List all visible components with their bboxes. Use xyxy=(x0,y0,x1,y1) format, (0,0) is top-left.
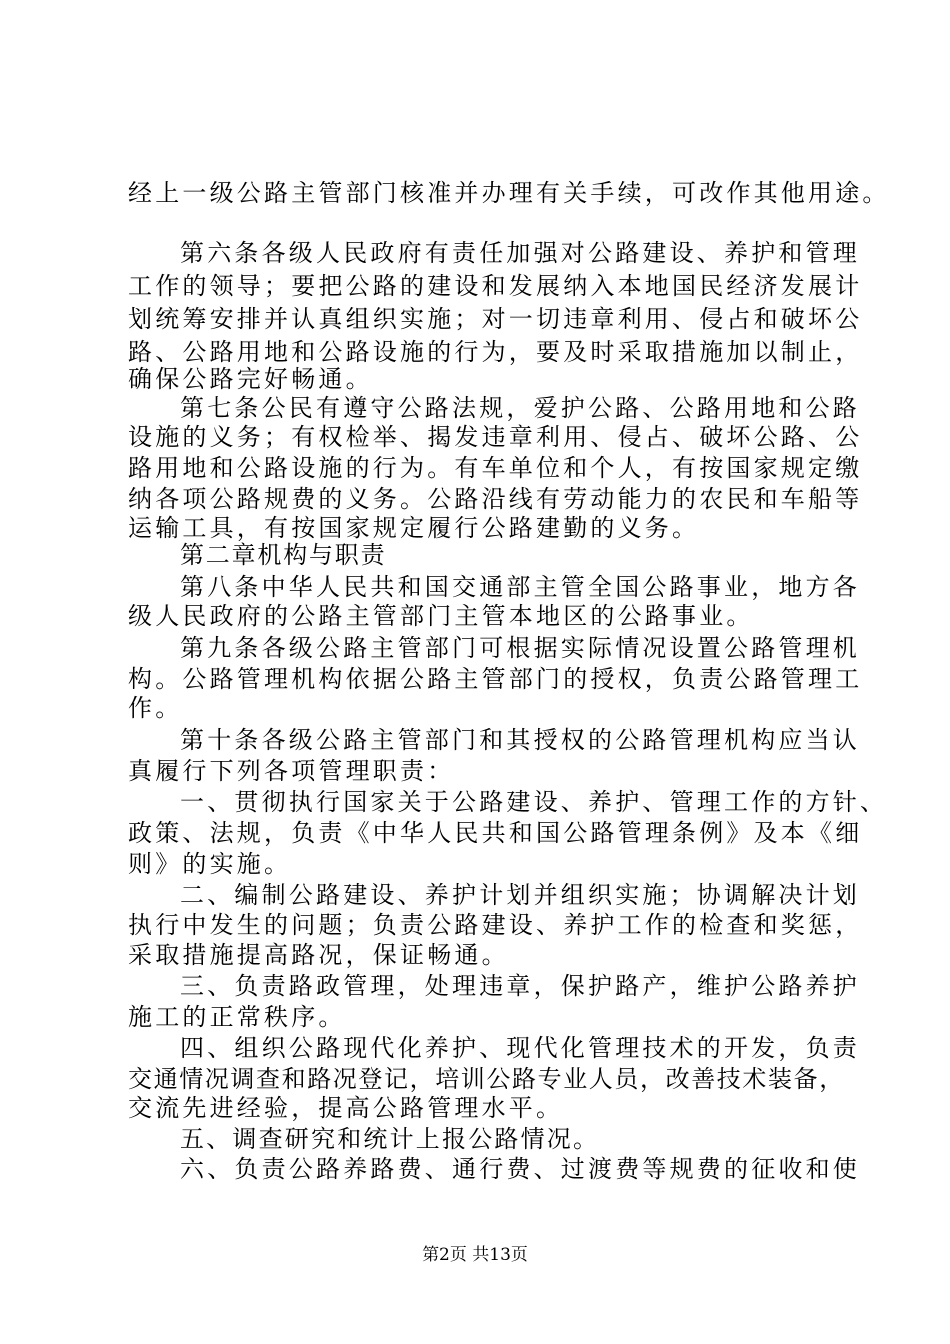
text-line: 第十条各级公路主管部门和其授权的公路管理机构应当认 xyxy=(180,726,860,754)
text-line: 第六条各级人民政府有责任加强对公路建设、养护和管理 xyxy=(180,239,860,267)
text-line: 执行中发生的问题；负责公路建设、养护工作的检查和奖惩， xyxy=(128,911,863,939)
text-line: 确保公路完好畅通。 xyxy=(128,365,373,393)
text-line: 二、编制公路建设、养护计划并组织实施；协调解决计划 xyxy=(180,881,860,909)
text-line: 第七条公民有遵守公路法规，爱护公路、公路用地和公路 xyxy=(180,394,860,422)
text-line: 作。 xyxy=(128,694,183,722)
text-line: 工作的领导；要把公路的建设和发展纳入本地国民经济发展计 xyxy=(128,272,863,300)
text-line: 交流先进经验，提高公路管理水平。 xyxy=(128,1094,564,1122)
text-line: 政策、法规，负责《中华人民共和国公路管理条例》及本《细 xyxy=(128,819,863,847)
page-footer: 第2页 共13页 xyxy=(422,1245,528,1265)
text-line: 施工的正常秩序。 xyxy=(128,1003,346,1031)
text-line: 经上一级公路主管部门核准并办理有关手续，可改作其他用途。 xyxy=(128,179,890,207)
text-line: 则》的实施。 xyxy=(128,850,292,878)
text-line: 级人民政府的公路主管部门主管本地区的公路事业。 xyxy=(128,602,754,630)
text-line: 四、组织公路现代化养护、现代化管理技术的开发，负责 xyxy=(180,1034,860,1062)
text-line: 五、调查研究和统计上报公路情况。 xyxy=(180,1125,600,1153)
text-line: 一、贯彻执行国家关于公路建设、养护、管理工作的方针、 xyxy=(180,788,888,816)
text-line: 划统筹安排并认真组织实施；对一切违章利用、侵占和破坏公 xyxy=(128,305,863,333)
text-line: 采取措施提高路况，保证畅通。 xyxy=(128,941,509,969)
chapter-heading: 第二章机构与职责 xyxy=(180,541,387,569)
text-line: 第九条各级公路主管部门可根据实际情况设置公路管理机 xyxy=(180,634,860,662)
text-line: 真履行下列各项管理职责： xyxy=(128,757,455,785)
text-line: 纳各项公路规费的义务。公路沿线有劳动能力的农民和车船等 xyxy=(128,485,863,513)
text-line: 交通情况调查和路况登记，培训公路专业人员，改善技术装备， xyxy=(128,1065,845,1093)
text-line: 设施的义务；有权检举、揭发违章利用、侵占、破坏公路、公 xyxy=(128,423,863,451)
text-line: 六、负责公路养路费、通行费、过渡费等规费的征收和使 xyxy=(180,1155,860,1183)
text-line: 路、公路用地和公路设施的行为，要及时采取措施加以制止， xyxy=(128,338,863,366)
text-line: 构。公路管理机构依据公路主管部门的授权，负责公路管理工 xyxy=(128,665,863,693)
text-line: 运输工具，有按国家规定履行公路建勤的义务。 xyxy=(128,514,700,542)
text-line: 路用地和公路设施的行为。有车单位和个人，有按国家规定缴 xyxy=(128,454,863,482)
text-line: 第八条中华人民共和国交通部主管全国公路事业，地方各 xyxy=(180,573,860,601)
text-line: 三、负责路政管理，处理违章，保护路产，维护公路养护 xyxy=(180,972,860,1000)
